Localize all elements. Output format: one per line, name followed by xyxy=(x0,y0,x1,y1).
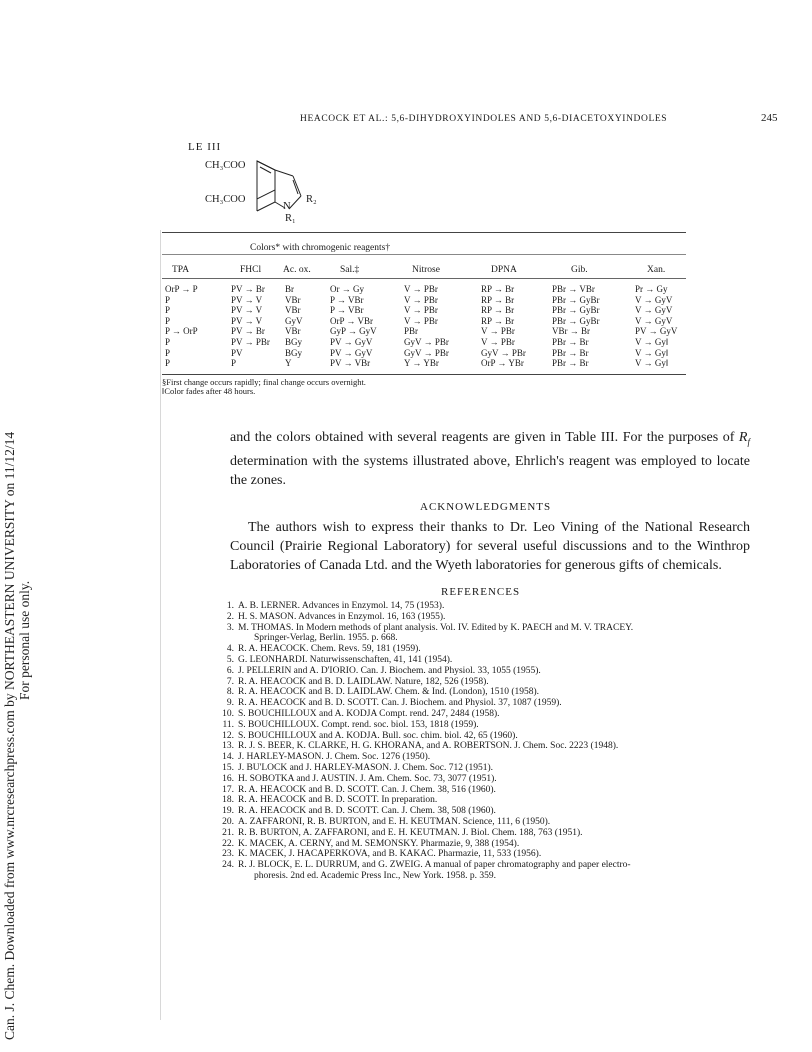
reference-number: 1. xyxy=(226,601,234,611)
reference-item xyxy=(220,612,760,623)
reference-item xyxy=(220,677,760,688)
reference-number: 7. xyxy=(226,676,234,687)
reference-text: J. BU'LOCK and J. HARLEY-MASON. J. Chem. Soc. 712 (1951). xyxy=(238,762,494,773)
table-cell: V → GyV xyxy=(635,315,673,326)
table-span-header: Colors* with chromogenic reagents† xyxy=(250,243,391,253)
table-cell: Br xyxy=(285,284,294,294)
table-cell: P xyxy=(165,315,171,326)
reference-text: S. BOUCHILLOUX and A. KODJA Compt. rend. 247, 2484 (1958). xyxy=(238,708,500,719)
table-cell: PV xyxy=(231,347,243,358)
reference-text: R. A. HEACOCK and B. D. LAIDLAW. Nature, 182, 526 (1958). xyxy=(238,676,489,687)
table-label: LE III xyxy=(188,141,222,153)
table-cell: PV → GyV xyxy=(330,347,373,358)
reference-number: 22. xyxy=(222,838,234,849)
reference-text: A. B. LERNER. Advances in Enzymol. 14, 75 (1953). xyxy=(238,601,445,611)
reference-item xyxy=(220,849,760,860)
reference-item xyxy=(220,741,760,752)
reference-item xyxy=(220,752,760,763)
table-cell: OrP → P xyxy=(165,284,198,294)
reference-item xyxy=(220,720,760,731)
reference-text: S. BOUCHILLOUX and A. KODJA. Bull. soc. chim. biol. 42, 65 (1960). xyxy=(238,730,518,741)
table-cell: VBr xyxy=(285,326,301,337)
reference-number: 13. xyxy=(222,741,234,752)
nitrogen-atom: N xyxy=(283,201,291,212)
reference-text: R. A. HEACOCK and B. D. SCOTT. In preparation. xyxy=(238,795,438,806)
reference-number: 4. xyxy=(226,644,234,655)
table-cell: GyP → GyV xyxy=(330,326,377,337)
table-footnote: ‖Color fades after 48 hours. xyxy=(162,386,256,396)
table-cell: Or → Gy xyxy=(330,284,364,294)
table-cell: V → PBr xyxy=(481,326,515,337)
table-cell: PBr → VBr xyxy=(552,284,595,294)
reference-item xyxy=(220,601,760,612)
table-cell: PBr → GyBr xyxy=(552,315,600,326)
reference-text: R. J. BLOCK, E. L. DURRUM, and G. ZWEIG. A manual of paper chromatography and paper electro- xyxy=(238,860,631,871)
reference-number: 24. xyxy=(222,860,234,871)
col-header-gib: Gib. xyxy=(571,265,588,275)
reference-item xyxy=(220,860,760,882)
table-cell: BGy xyxy=(285,347,303,358)
table-cell: BGy xyxy=(285,337,303,347)
download-stamp-line2: For personal use only. xyxy=(17,580,32,700)
table-cell: PBr → GyBr xyxy=(552,305,600,316)
table-top-rule xyxy=(162,232,686,233)
table-cell: V → PBr xyxy=(404,284,438,294)
table-cell: P xyxy=(165,305,171,316)
reference-number: 11. xyxy=(222,719,234,730)
col-header-tpa: TPA xyxy=(172,265,190,275)
table-cell: V → PBr xyxy=(404,294,438,305)
reference-number: 9. xyxy=(226,698,234,709)
table-cell: PBr xyxy=(404,326,419,337)
table-cell: P xyxy=(231,358,237,369)
table-cell: PV → V xyxy=(231,315,263,326)
reference-item xyxy=(220,709,760,720)
reference-item xyxy=(220,785,760,796)
table-cell: P xyxy=(165,358,171,369)
table-cell: GyV → PBr xyxy=(481,347,526,358)
reference-text: R. A. HEACOCK and B. D. SCOTT. Can. J. Biochem. and Physiol. 37, 1087 (1959). xyxy=(238,698,562,709)
running-header: HEACOCK ET AL.: 5,6-DIHYDROXYINDOLES AND 5,6-DIACETOXYINDOLES xyxy=(300,114,668,124)
col-header-fhcl: FHCl xyxy=(240,265,262,275)
reference-item xyxy=(220,655,760,666)
reference-text: R. A. HEACOCK and B. D. SCOTT. Can. J. Chem. 38, 516 (1960). xyxy=(238,784,496,795)
margin-rule xyxy=(160,230,161,1020)
table-cell: OrP → YBr xyxy=(481,358,524,369)
reference-text: R. B. BURTON, A. ZAFFARONI, and E. H. KEUTMAN. J. Biol. Chem. 188, 763 (1951). xyxy=(238,827,583,838)
reference-number: 21. xyxy=(222,827,234,838)
reference-text: K. MACEK, A. CERNY, and M. SEMONSKY. Pharmazie, 9, 388 (1954). xyxy=(238,838,520,849)
reference-item xyxy=(220,623,760,645)
table-cell: V → GyV xyxy=(635,305,673,316)
r1-label: R₁ xyxy=(285,213,296,224)
table-cell: PV → Br xyxy=(231,284,265,294)
reference-list xyxy=(220,601,760,882)
table-footnote: §First change occurs rapidly; final change occurs overnight. xyxy=(162,377,366,387)
table-cell: RP → Br xyxy=(481,305,515,316)
reference-number: 17. xyxy=(222,784,234,795)
table-cell: P → OrP xyxy=(165,326,198,337)
reference-text: J. PELLERIN and A. D'IORIO. Can. J. Biochem. and Physiol. 33, 1055 (1955). xyxy=(238,665,541,676)
table-cell: PV → GyV xyxy=(635,326,678,337)
reference-continuation: Springer-Verlag, Berlin. 1955. p. 668. xyxy=(254,633,398,644)
table-cell: RP → Br xyxy=(481,284,515,294)
table-cell: P xyxy=(165,294,171,305)
table-cell: PV → V xyxy=(231,294,263,305)
col-header-xan: Xan. xyxy=(647,265,666,275)
reference-number: 3. xyxy=(226,622,234,633)
table-cell: OrP → VBr xyxy=(330,315,374,326)
download-stamp-line1: Can. J. Chem. Downloaded from www.nrcresearchpress.com by NORTHEASTERN UNIVERSITY on 11/12/14 xyxy=(2,431,17,1040)
table-cell: V → PBr xyxy=(481,337,515,347)
table-cell: PV → Br xyxy=(231,326,265,337)
table-cell: PBr → Br xyxy=(552,358,589,369)
page-number: 245 xyxy=(761,112,778,124)
reference-number: 20. xyxy=(222,816,234,827)
reference-text: R. A. HEACOCK. Chem. Revs. 59, 181 (1959). xyxy=(238,644,421,655)
reference-number: 8. xyxy=(226,687,234,698)
table-cell: Pr → Gy xyxy=(635,284,668,294)
body-paragraph: and the colors obtained with several reagents are given in Table III. For the purposes of $R_f$ determination with the systems illustrated above, Ehrlich's reagent was employed to locate the zones. xyxy=(230,430,750,488)
table-cell: V → Gy‖ xyxy=(635,347,669,358)
table-cell: Y xyxy=(285,358,292,369)
reference-text: R. J. S. BEER, K. CLARKE, H. G. KHORANA, and A. ROBERTSON. J. Chem. Soc. 2223 (1948). xyxy=(238,741,619,752)
reference-text: H. S. MASON. Advances in Enzymol. 16, 163 (1955). xyxy=(238,611,446,622)
table-cell: P xyxy=(165,347,171,358)
table-cell: GyV xyxy=(285,315,303,326)
reference-text: S. BOUCHILLOUX. Compt. rend. soc. biol. 153, 1818 (1959). xyxy=(238,719,479,730)
reference-number: 16. xyxy=(222,773,234,784)
acknowledgments-heading: ACKNOWLEDGMENTS xyxy=(420,501,552,513)
references-heading: REFERENCES xyxy=(441,586,521,598)
acknowledgments-text: The authors wish to express their thanks to Dr. Leo Vining of the National Research Council (Prairie Regional Laboratory) for several useful discussions and to the Winthrop Laboratories of Canada Ltd. and the Wyeth laboratories for generous gifts of chemicals. xyxy=(230,520,750,573)
reference-number: 23. xyxy=(222,849,234,860)
col-header-dpna: DPNA xyxy=(491,265,517,275)
col-header-acox: Ac. ox. xyxy=(283,265,311,275)
table-cell: PV → PBr xyxy=(231,337,270,347)
chemical-structure xyxy=(205,158,405,230)
table-cell: P xyxy=(165,337,171,347)
table-cell: PBr → Br xyxy=(552,347,589,358)
reference-item xyxy=(220,731,760,742)
reference-number: 18. xyxy=(222,795,234,806)
table-cell: V → Gy‖ xyxy=(635,358,669,369)
reference-text: M. THOMAS. In Modern methods of plant analysis. Vol. IV. Edited by K. PAECH and M. V. TRACEY. xyxy=(238,622,634,633)
table-cell: P → VBr xyxy=(330,305,364,316)
substituent-top: CH₃COO xyxy=(205,160,246,171)
table-bottom-rule xyxy=(162,374,686,375)
table-cell: RP → Br xyxy=(481,315,515,326)
reference-number: 5. xyxy=(226,654,234,665)
reference-item xyxy=(220,763,760,774)
reference-text: J. HARLEY-MASON. J. Chem. Soc. 1276 (1950). xyxy=(238,752,431,763)
table-cell: Y → YBr xyxy=(404,358,439,369)
reference-text: A. ZAFFARONI, R. B. BURTON, and E. H. KEUTMAN. Science, 111, 6 (1950). xyxy=(238,816,551,827)
table-cell: GyV → PBr xyxy=(404,337,449,347)
reference-item xyxy=(220,795,760,806)
reference-text: R. A. HEACOCK and B. D. SCOTT. Can. J. Chem. 38, 508 (1960). xyxy=(238,806,496,817)
substituent-bottom: CH₃COO xyxy=(205,194,246,205)
reference-text: R. A. HEACOCK and B. D. LAIDLAW. Chem. & Ind. (London), 1510 (1958). xyxy=(238,687,540,698)
reference-number: 6. xyxy=(226,665,234,676)
table-cell: VBr → Br xyxy=(552,326,590,337)
table-cell: PV → V xyxy=(231,305,263,316)
reference-text: K. MACEK, J. HACAPERKOVA, and B. KAKAC. Pharmazie, 11, 533 (1956). xyxy=(238,849,542,860)
reference-text: G. LEONHARDI. Naturwissenschaften, 41, 141 (1954). xyxy=(238,654,453,665)
reference-item xyxy=(220,806,760,817)
table-header-rule xyxy=(162,278,686,279)
table-cell: GyV → PBr xyxy=(404,347,449,358)
download-stamp xyxy=(0,0,34,1052)
table-cell: VBr xyxy=(285,305,301,316)
table-cell: V → PBr xyxy=(404,305,438,316)
table-cell: PBr → GyBr xyxy=(552,294,600,305)
reference-continuation: phoresis. 2nd ed. Academic Press Inc., New York. 1958. p. 359. xyxy=(254,870,496,881)
col-header-sal: Sal.‡ xyxy=(340,265,360,275)
reference-item xyxy=(220,698,760,709)
table-cell: V → PBr xyxy=(404,315,438,326)
reference-number: 15. xyxy=(222,762,234,773)
table-span-rule xyxy=(162,254,686,255)
reference-item xyxy=(220,687,760,698)
reference-item xyxy=(220,839,760,850)
col-header-nitrose: Nitrose xyxy=(412,265,440,275)
reference-item xyxy=(220,774,760,785)
reference-item xyxy=(220,644,760,655)
table-cell: P → VBr xyxy=(330,294,364,305)
reference-item xyxy=(220,828,760,839)
table-cell: V → Gy‖ xyxy=(635,337,669,347)
r2-label: R₂ xyxy=(306,194,317,205)
reference-number: 14. xyxy=(222,752,234,763)
table-cell: PV → VBr xyxy=(330,358,371,369)
reference-number: 10. xyxy=(222,708,234,719)
reference-number: 19. xyxy=(222,806,234,817)
reference-number: 12. xyxy=(222,730,234,741)
table-cell: VBr xyxy=(285,294,301,305)
table-cell: PV → GyV xyxy=(330,337,373,347)
reference-number: 2. xyxy=(226,611,234,622)
table-cell: RP → Br xyxy=(481,294,515,305)
table-cell: PBr → Br xyxy=(552,337,589,347)
reference-text: H. SOBOTKA and J. AUSTIN. J. Am. Chem. Soc. 73, 3077 (1951). xyxy=(238,773,497,784)
reference-item xyxy=(220,817,760,828)
reference-item xyxy=(220,666,760,677)
table-cell: V → GyV xyxy=(635,294,673,305)
